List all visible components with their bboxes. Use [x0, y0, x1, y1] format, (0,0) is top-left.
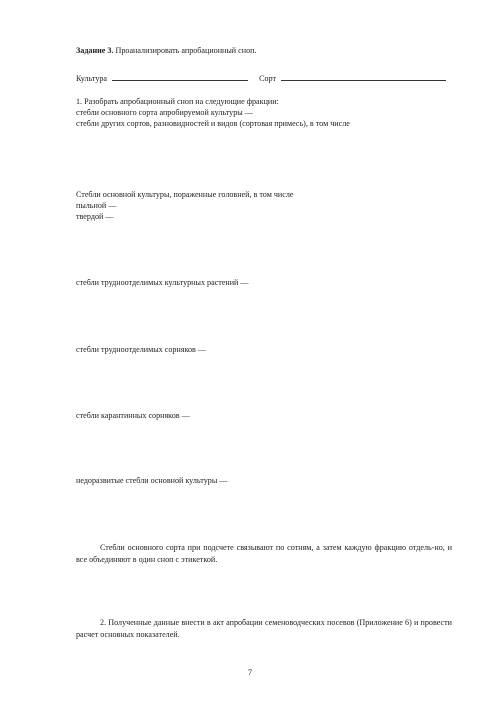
culture-label: Культура: [76, 74, 108, 83]
culture-field[interactable]: [112, 72, 248, 81]
step1-heading: 1. Разобрать апробационный сноп на следующие фракции:: [76, 97, 279, 106]
underdeveloped-stems: недоразвитые стебли основной культуры —: [76, 476, 228, 485]
page-number: 7: [247, 667, 253, 677]
task-title-text: Проанализировать апробационный сноп.: [113, 46, 257, 55]
varietal-admixture-stems: стебли других сортов, разновидностей и видов (сортовая примесь), в том числе: [76, 119, 350, 128]
step2-instruction: 2. Полученные данные внести в акт апробации семеноводческих посевов (Приложение 6) и провести расчет основных показателей.: [76, 618, 452, 639]
task-title-number: Задание 3.: [76, 46, 114, 55]
counting-note: Стебли основного сорта при подсчете связывают по сотням, а затем каждую фракцию отдель-но, и все объединяют в один сноп с этикеткой.: [76, 543, 452, 564]
smut-heading: Стебли основной культуры, пораженные головней, в том числе: [76, 190, 294, 199]
culture-variety-row: [76, 72, 446, 84]
task-title: [76, 46, 257, 56]
hard-to-separate-weeds: стебли трудноотделимых сорняков —: [76, 345, 206, 354]
hard-to-separate-crops: стебли трудноотделимых культурных растений —: [76, 278, 249, 287]
variety-field[interactable]: [281, 72, 446, 81]
main-variety-stems: стебли основного сорта апробируемой культуры —: [76, 108, 253, 117]
hard-smut: твердой —: [76, 212, 114, 221]
quarantine-weeds: стебли карантинных сорняков —: [76, 411, 190, 420]
variety-label: Сорт: [259, 74, 277, 83]
loose-smut: пыльной —: [76, 201, 117, 210]
